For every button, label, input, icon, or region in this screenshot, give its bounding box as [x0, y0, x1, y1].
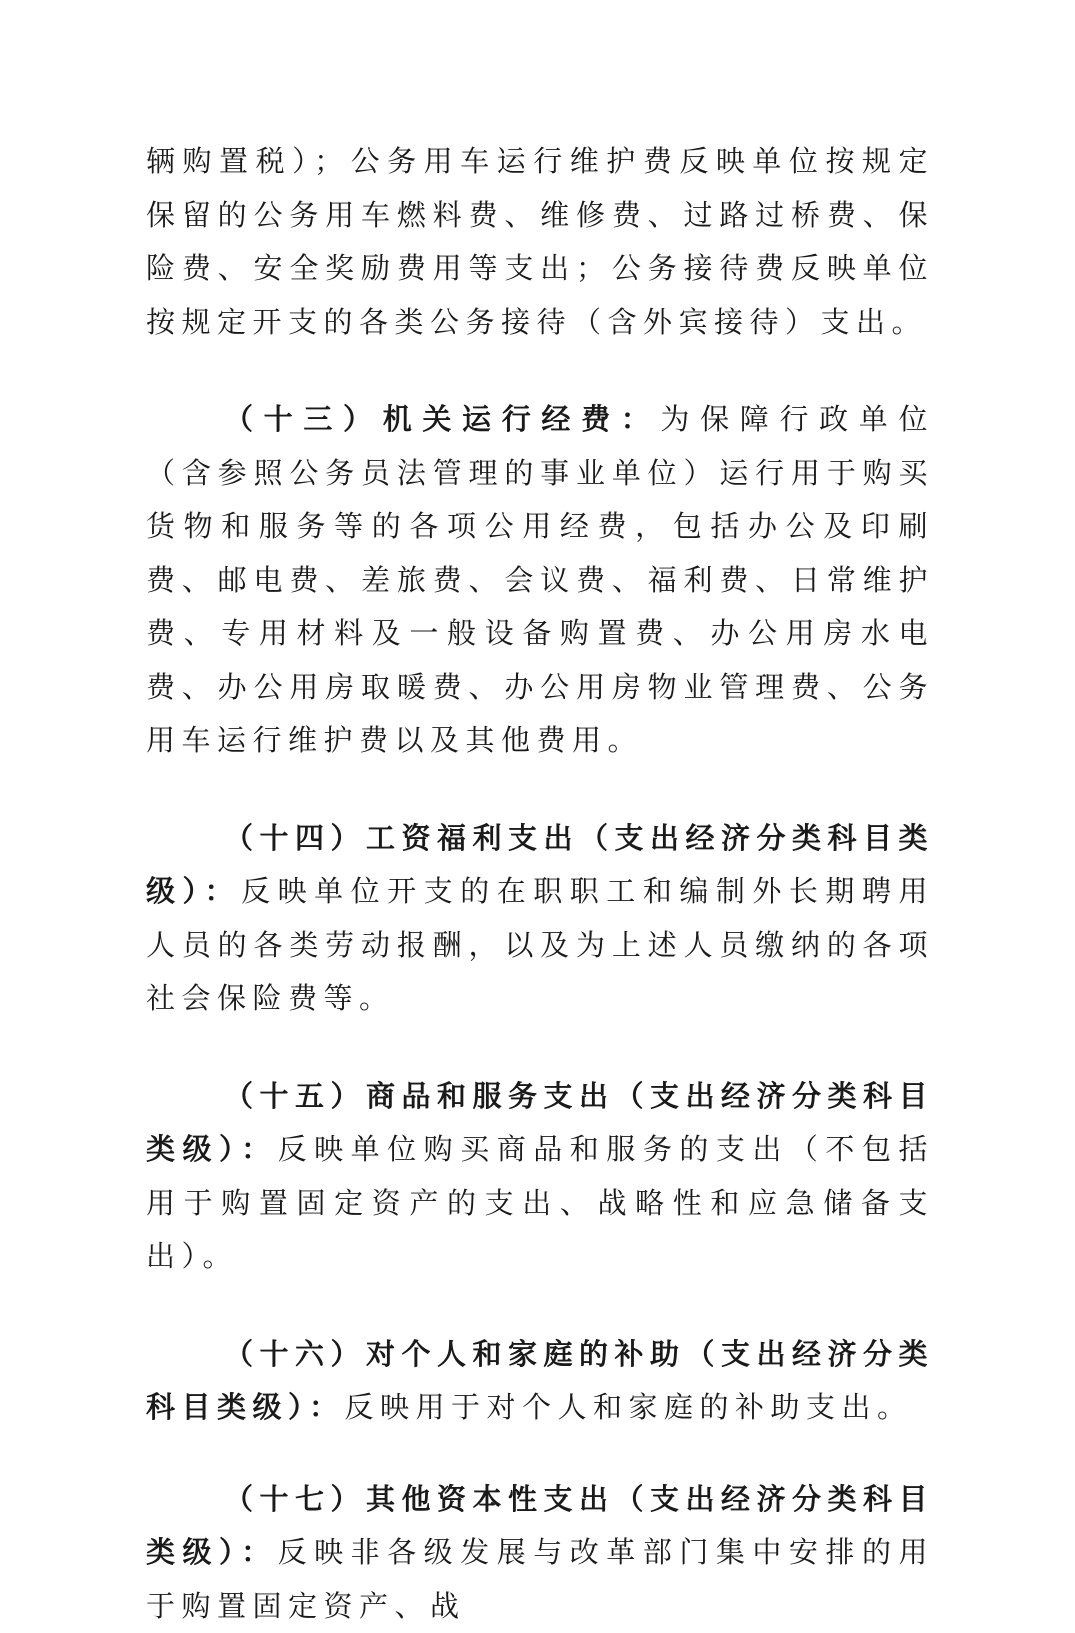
- paragraph-item-15: [146, 1070, 934, 1284]
- paragraph-continuation: [146, 135, 934, 349]
- paragraph-item-14: [146, 812, 934, 1026]
- item-heading: （十七）其他资本性支出（支出经济分类科目类级）：: [146, 1482, 934, 1570]
- paragraph-item-13: [146, 393, 934, 768]
- item-heading: （十四）工资福利支出（支出经济分类科目类级）：: [146, 821, 934, 909]
- item-heading: （十五）商品和服务支出（支出经济分类科目类级）：: [146, 1079, 934, 1167]
- paragraph-body: 反映非各级发展与改革部门集中安排的用于购置固定资产、战: [146, 1535, 934, 1623]
- paragraph-body: 反映单位购买商品和服务的支出（不包括用于购置固定资产的支出、战略性和应急储备支出）。: [146, 1132, 934, 1273]
- item-heading: （十六）对个人和家庭的补助（支出经济分类科目类级）：: [146, 1337, 934, 1425]
- paragraph-body: 为保障行政单位（含参照公务员法管理的事业单位）运行用于购买货物和服务等的各项公用经费，包括办公及印刷费、邮电费、差旅费、会议费、福利费、日常维护费、专用材料及一般设备购置费、办公用房水电费、办公用房取暖费、办公用房物业管理费、公务用车运行维护费以及其他费用。: [146, 402, 934, 757]
- paragraph-body: 反映用于对个人和家庭的补助支出。: [345, 1390, 913, 1424]
- paragraph-item-17: [146, 1473, 934, 1633]
- document-page: [146, 135, 934, 1633]
- paragraph-body: 辆购置税）；公务用车运行维护费反映单位按规定保留的公务用车燃料费、维修费、过路过桥费、保险费、安全奖励费用等支出；公务接待费反映单位按规定开支的各类公务接待（含外宾接待）支出。: [146, 144, 934, 339]
- item-heading: （十三）机关运行经费：: [224, 402, 660, 436]
- paragraph-body: 反映单位开支的在职职工和编制外长期聘用人员的各类劳动报酬，以及为上述人员缴纳的各项社会保险费等。: [146, 874, 934, 1015]
- paragraph-item-16: [146, 1328, 934, 1435]
